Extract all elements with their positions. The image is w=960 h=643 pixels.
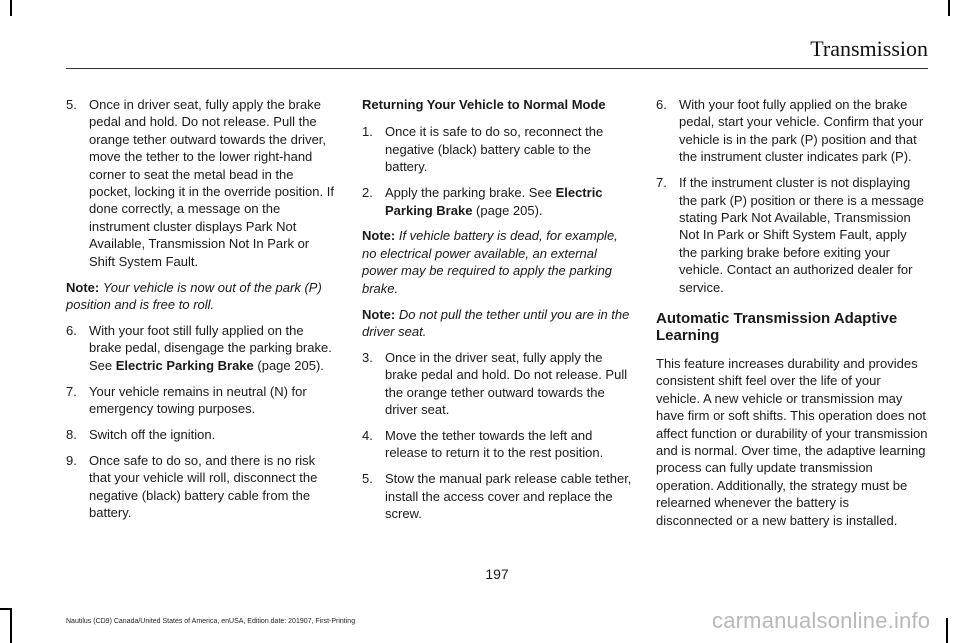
list-item-number: 7. (656, 175, 667, 191)
list-item (362, 427, 634, 462)
list-item-number: 4. (362, 428, 373, 443)
list-item-text: Stow the manual park release cable tether, install the access cover and replace the screw. (385, 471, 632, 522)
list-item (66, 383, 338, 418)
list-item (362, 123, 634, 175)
list-item-number: 1. (362, 124, 373, 140)
list-item-text: Your vehicle remains in neutral (N) for emergency towing purposes. (89, 383, 307, 416)
note-text: If vehicle battery is dead, for example, no electrical power available, an external power may be required to apply the parking brake. (362, 228, 618, 296)
list-item (362, 349, 634, 419)
list-item-text: Once in the driver seat, fully apply the brake pedal and hold. Do not release. Pull the orange tether outward towards the driver seat. (385, 349, 628, 418)
note (362, 227, 634, 297)
list-item-text: Switch off the ignition. (89, 426, 216, 442)
list-item (656, 96, 928, 166)
list-item-number: 3. (362, 349, 373, 365)
crop-mark-bottom-right (946, 618, 948, 643)
list-item (362, 470, 634, 522)
list-item-number: 9. (66, 452, 77, 468)
list-item-number: 2. (362, 185, 373, 201)
watermark: carmanualsonline.info (712, 608, 931, 633)
crop-mark-bottom-left-vertical (10, 608, 12, 643)
list-item-number: 6. (66, 322, 77, 338)
column-2 (362, 96, 634, 531)
list-item-text: Move the tether towards the left and release to return it to the rest position. (385, 428, 604, 461)
header-rule (66, 68, 928, 69)
note (362, 306, 634, 341)
column-1 (66, 96, 338, 530)
crop-mark-top-left (10, 0, 12, 16)
list-item-text: Apply the parking brake. See (385, 185, 556, 201)
list-item (66, 322, 338, 374)
section-body: This feature increases durability and provides consistent shift feel over the life of your vehicle. A new vehicle or transmission may have firm or soft shifts. This operation does not affect function or durability of your transmission and is normal. Over time, the adaptive learning process can fully update transmission operation. Additionally, the strategy must be relearned whenever the battery is disconnected or a new battery is installed. (656, 355, 928, 528)
list-item-text: Once safe to do so, and there is no risk that your vehicle will roll, disconnect the negative (black) battery cable from the battery. (89, 452, 318, 521)
list-item-text: If the instrument cluster is not displaying the park (P) position or there is a message stating Park Not Available, Transmission Not In Park or Shift System Fault, apply the parking brake before exiting your vehicle. Contact an authorized dealer for service. (679, 175, 924, 295)
list-item-text: (page 205). (472, 202, 543, 218)
edition-footer: Nautilus (CD9) Canada/United States of America, enUSA, Edition date: 201907, First-Printing (66, 618, 356, 625)
list-item (362, 184, 634, 219)
list-item-text: Once it is safe to do so, reconnect the negative (black) battery cable to the battery. (385, 124, 604, 175)
list-item-number: 6. (656, 97, 667, 112)
list-item-text: With your foot still fully applied on the brake pedal, disengage the parking brake. See (89, 322, 332, 373)
note-text: Your vehicle is now out of the park (P) position and is free to roll. (66, 279, 322, 312)
list-item-number: 5. (66, 97, 77, 112)
list-item-text: Once in driver seat, fully apply the brake pedal and hold. Do not release. Pull the orange tether outward towards the driver, move the tether to the lower right-hand corner to seat the metal bead in the pocket, locking it in the override position. If done correctly, a message on the instrument cluster displays Park Not Available, Transmission Not In Park or Shift System Fault. (89, 97, 334, 269)
note-label: Note: (362, 228, 396, 244)
crop-mark-top-right (948, 0, 950, 16)
list-item-text: With your foot fully applied on the brake pedal, start your vehicle. Confirm that your vehicle is in the park (P) position and that the instrument cluster indicates park (P). (679, 97, 924, 165)
list-item-text: (page 205). (253, 357, 324, 373)
section-heading: Automatic Transmission Adaptive Learning (656, 309, 898, 344)
page-header-title: Transmission (810, 36, 928, 61)
note-text: Do not pull the tether until you are in the driver seat. (362, 306, 630, 339)
list-item (66, 426, 338, 443)
list-item-number: 7. (66, 383, 77, 399)
note-label: Note: (66, 279, 100, 295)
cross-reference-link[interactable]: Electric Parking Brake (115, 357, 254, 373)
cross-reference-link[interactable]: Electric Parking Brake (385, 185, 603, 218)
note (66, 279, 338, 314)
list-item (656, 174, 928, 296)
page-number: 197 (485, 566, 509, 582)
note-label: Note: (362, 306, 396, 322)
list-item-number: 5. (362, 471, 373, 487)
list-item (66, 96, 338, 270)
list-item (66, 452, 338, 522)
list-item-number: 8. (66, 426, 77, 442)
subheading: Returning Your Vehicle to Normal Mode (362, 97, 606, 112)
column-3 (656, 96, 928, 538)
